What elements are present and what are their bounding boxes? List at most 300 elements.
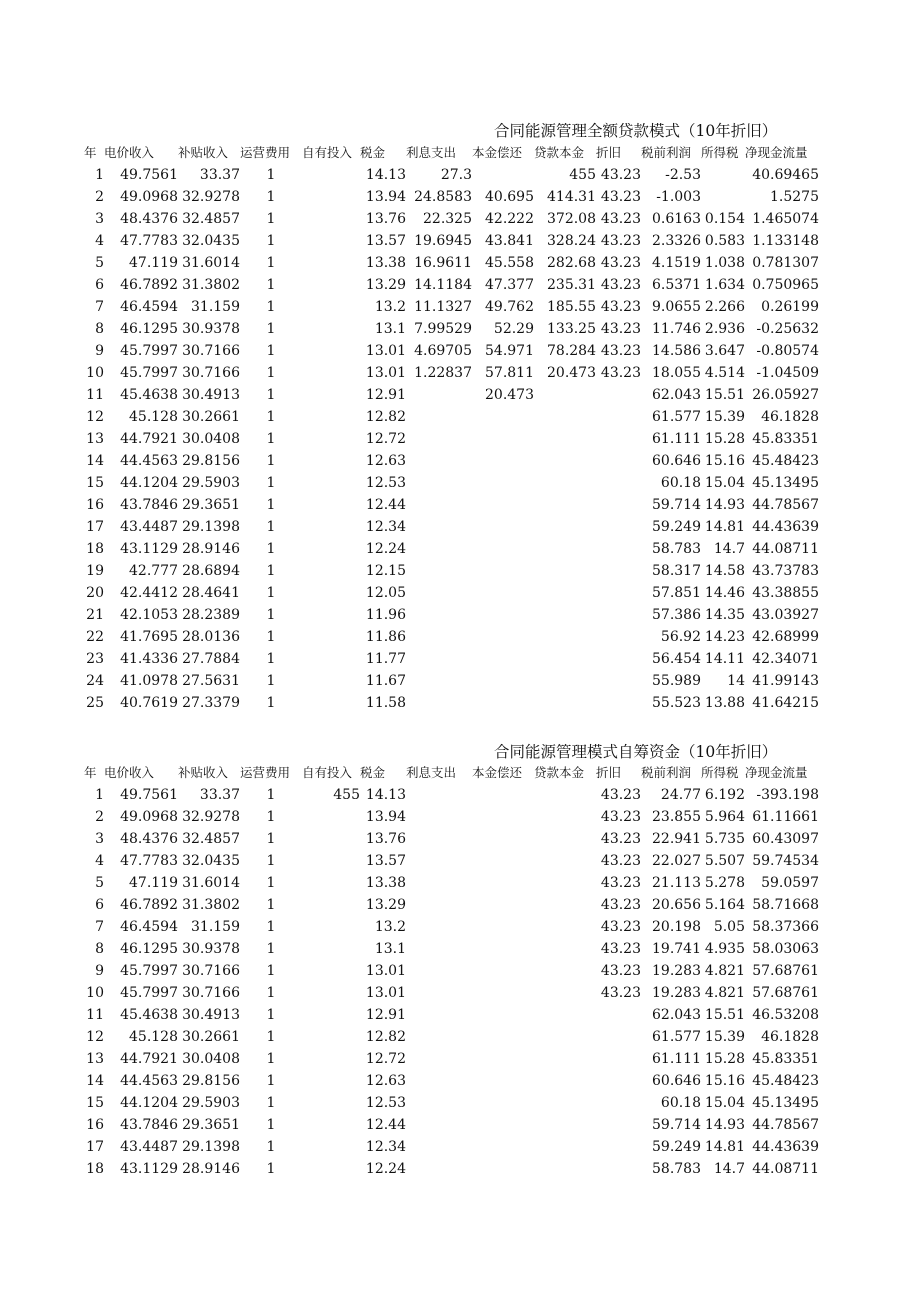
col-own-investment-cell (302, 626, 360, 648)
col-interest-cell (406, 494, 472, 516)
col-operating-cost-cell: 1 (266, 1139, 276, 1155)
col-net-cash-flow-cell: 44.43639 (752, 519, 819, 535)
col-principal-repayment-cell (472, 670, 534, 692)
col-income-tax-cell: 5.05 (713, 919, 745, 935)
col-pretax-profit-cell: 9.0655 (652, 299, 701, 315)
col-loan-principal-cell: 133.25 (547, 321, 596, 337)
col-tax-cell: 12.91 (365, 387, 406, 403)
col-loan-principal-cell (534, 916, 596, 938)
col-operating-cost-cell: 1 (266, 673, 276, 689)
col-net-cash-flow-cell: 59.0597 (761, 875, 819, 891)
col-principal-repayment-cell (472, 872, 534, 894)
col-loan-principal-cell (534, 582, 596, 604)
col-pretax-profit-cell: -1.003 (656, 189, 701, 205)
col-subsidy-revenue-cell: 30.9378 (182, 941, 240, 957)
col-principal-repayment-cell (472, 604, 534, 626)
col-net-cash-flow-cell: 57.68761 (752, 963, 819, 979)
col-tax-cell: 12.91 (365, 1007, 406, 1023)
col-net-cash-flow-cell: 45.48423 (752, 1073, 819, 1089)
col-year-cell: 5 (95, 875, 104, 891)
col-loan-principal-cell (534, 850, 596, 872)
col-tax-cell: 13.01 (365, 365, 406, 381)
col-subsidy-revenue-cell: 30.7166 (182, 963, 240, 979)
col-depreciation-cell (596, 1158, 641, 1180)
col-year-cell: 14 (86, 1073, 104, 1089)
col-principal-repayment-cell (472, 1092, 534, 1114)
col-loan-principal-cell: 78.284 (547, 343, 596, 359)
col-principal-repayment-cell (472, 1048, 534, 1070)
col-pretax-profit-cell: 21.113 (652, 875, 701, 891)
col-own-investment-cell (302, 1048, 360, 1070)
col-tax-cell: 13.01 (365, 963, 406, 979)
table-row (84, 648, 819, 670)
table-row (84, 428, 819, 450)
col-operating-cost-cell: 1 (266, 497, 276, 513)
col-subsidy-revenue-cell: 31.6014 (182, 255, 240, 271)
col-depreciation-cell (596, 1026, 641, 1048)
header-col-subsidy-revenue: 补贴收入 (178, 765, 229, 780)
col-subsidy-revenue-cell: 29.1398 (182, 1139, 240, 1155)
table-row (84, 960, 819, 982)
col-year-cell: 23 (86, 651, 104, 667)
col-pretax-profit-cell: 23.855 (652, 809, 701, 825)
col-operating-cost-cell: 1 (266, 607, 276, 623)
col-subsidy-revenue-cell: 28.4641 (182, 585, 240, 601)
col-pretax-profit-cell: -2.53 (665, 167, 701, 183)
col-principal-repayment-cell (472, 648, 534, 670)
table-row (84, 1048, 819, 1070)
table-row (84, 450, 819, 472)
col-own-investment-cell (302, 274, 360, 296)
header-col-tax: 税金 (360, 145, 386, 160)
col-own-investment-cell (302, 916, 360, 938)
col-loan-principal-cell: 185.55 (547, 299, 596, 315)
col-own-investment-cell (302, 494, 360, 516)
col-loan-principal-cell (534, 960, 596, 982)
table-row (84, 916, 819, 938)
col-tax-cell: 13.94 (365, 189, 406, 205)
col-subsidy-revenue-cell: 30.7166 (182, 343, 240, 359)
col-depreciation-cell (596, 450, 641, 472)
col-own-investment-cell (302, 872, 360, 894)
col-electricity-revenue-cell: 42.4412 (120, 585, 178, 601)
col-subsidy-revenue-cell: 32.0435 (182, 853, 240, 869)
col-own-investment-cell (302, 186, 360, 208)
col-income-tax-cell: 4.514 (704, 365, 745, 381)
col-electricity-revenue-cell: 44.7921 (120, 431, 178, 447)
col-interest-cell (406, 1026, 472, 1048)
col-income-tax-cell: 14.93 (704, 497, 745, 513)
col-own-investment-cell (302, 340, 360, 362)
col-tax-cell: 13.38 (365, 875, 406, 891)
section-2-table (84, 762, 819, 1180)
col-depreciation-cell (596, 1136, 641, 1158)
col-loan-principal-cell (534, 406, 596, 428)
col-income-tax-cell: 14.46 (704, 585, 745, 601)
col-year-cell: 18 (86, 1161, 104, 1177)
col-income-tax-cell: 14.81 (704, 519, 745, 535)
col-principal-repayment-cell (472, 450, 534, 472)
col-operating-cost-cell: 1 (266, 255, 276, 271)
table-row (84, 318, 819, 340)
col-net-cash-flow-cell: 44.08711 (752, 1161, 819, 1177)
col-net-cash-flow-cell: 61.11661 (752, 809, 819, 825)
col-electricity-revenue-cell: 45.7997 (120, 365, 178, 381)
col-tax-cell: 13.2 (374, 919, 406, 935)
col-loan-principal-cell: 372.08 (547, 211, 596, 227)
col-electricity-revenue-cell: 45.7997 (120, 343, 178, 359)
col-electricity-revenue-cell: 44.1204 (120, 475, 178, 491)
col-own-investment-cell (302, 384, 360, 406)
col-net-cash-flow-cell: 58.03063 (752, 941, 819, 957)
col-loan-principal-cell: 455 (569, 167, 596, 183)
col-interest-cell (406, 982, 472, 1004)
col-subsidy-revenue-cell: 30.2661 (182, 1029, 240, 1045)
col-net-cash-flow-cell: 43.38855 (752, 585, 819, 601)
col-operating-cost-cell: 1 (266, 1095, 276, 1111)
header-col-year: 年 (84, 145, 97, 160)
col-depreciation-cell (596, 538, 641, 560)
col-principal-repayment-cell (472, 516, 534, 538)
col-net-cash-flow-cell: 44.78567 (752, 1117, 819, 1133)
col-loan-principal-cell (534, 1114, 596, 1136)
col-depreciation-cell (596, 582, 641, 604)
header-col-operating-cost: 运营费用 (240, 765, 291, 780)
col-depreciation-cell: 43.23 (600, 963, 641, 979)
col-tax-cell: 13.57 (365, 853, 406, 869)
col-depreciation-cell (596, 560, 641, 582)
col-year-cell: 4 (95, 853, 104, 869)
col-loan-principal-cell (534, 560, 596, 582)
col-pretax-profit-cell: 59.249 (652, 1139, 701, 1155)
col-subsidy-revenue-cell: 31.159 (191, 299, 240, 315)
col-principal-repayment-cell (472, 538, 534, 560)
col-operating-cost-cell: 1 (266, 365, 276, 381)
col-interest-cell (406, 428, 472, 450)
table-row (84, 538, 819, 560)
col-depreciation-cell: 43.23 (600, 365, 641, 381)
col-own-investment-cell (302, 982, 360, 1004)
col-principal-repayment-cell (472, 1026, 534, 1048)
col-own-investment-cell (302, 516, 360, 538)
col-net-cash-flow-cell: 0.781307 (752, 255, 819, 271)
col-operating-cost-cell: 1 (266, 831, 276, 847)
col-tax-cell: 12.15 (365, 563, 406, 579)
col-tax-cell: 13.2 (374, 299, 406, 315)
col-principal-repayment-cell (472, 806, 534, 828)
table-row (84, 582, 819, 604)
col-electricity-revenue-cell: 46.4594 (120, 919, 178, 935)
col-subsidy-revenue-cell: 30.7166 (182, 985, 240, 1001)
header-col-income-tax: 所得税 (701, 145, 739, 160)
col-net-cash-flow-cell: 43.03927 (752, 607, 819, 623)
col-tax-cell: 11.86 (365, 629, 406, 645)
col-depreciation-cell (596, 692, 641, 714)
col-operating-cost-cell: 1 (266, 453, 276, 469)
header-col-electricity-revenue: 电价收入 (104, 145, 155, 160)
col-income-tax-cell: 15.51 (704, 1007, 745, 1023)
col-operating-cost-cell: 1 (266, 1007, 276, 1023)
col-interest-cell: 16.9611 (414, 255, 472, 271)
col-interest-cell (406, 806, 472, 828)
col-net-cash-flow-cell: 0.750965 (752, 277, 819, 293)
table-body (84, 164, 819, 714)
col-loan-principal-cell: 235.31 (547, 277, 596, 293)
col-interest-cell (406, 1158, 472, 1180)
col-year-cell: 17 (86, 519, 104, 535)
table-row (84, 894, 819, 916)
col-principal-repayment-cell (472, 494, 534, 516)
col-income-tax-cell: 4.821 (704, 985, 745, 1001)
col-depreciation-cell: 43.23 (600, 787, 641, 803)
col-electricity-revenue-cell: 49.0968 (120, 189, 178, 205)
table-row (84, 692, 819, 714)
col-pretax-profit-cell: 57.851 (652, 585, 701, 601)
col-pretax-profit-cell: 60.18 (660, 1095, 701, 1111)
col-principal-repayment-cell: 47.377 (485, 277, 534, 293)
table-row (84, 516, 819, 538)
table-row (84, 850, 819, 872)
col-depreciation-cell: 43.23 (600, 831, 641, 847)
col-subsidy-revenue-cell: 30.4913 (182, 387, 240, 403)
col-tax-cell: 13.76 (365, 211, 406, 227)
col-own-investment-cell (302, 472, 360, 494)
col-income-tax-cell: 15.51 (704, 387, 745, 403)
col-loan-principal-cell (534, 494, 596, 516)
col-tax-cell: 12.63 (365, 1073, 406, 1089)
col-interest-cell (406, 784, 472, 806)
col-loan-principal-cell (534, 472, 596, 494)
col-pretax-profit-cell: 61.577 (652, 409, 701, 425)
col-tax-cell: 13.29 (365, 277, 406, 293)
col-depreciation-cell (596, 1092, 641, 1114)
table-row (84, 384, 819, 406)
col-depreciation-cell (596, 626, 641, 648)
col-income-tax-cell (701, 186, 745, 208)
table-row (84, 340, 819, 362)
col-principal-repayment-cell: 45.558 (485, 255, 534, 271)
col-own-investment-cell (302, 894, 360, 916)
col-year-cell: 9 (95, 963, 104, 979)
col-loan-principal-cell (534, 806, 596, 828)
col-income-tax-cell: 15.28 (704, 1051, 745, 1067)
col-income-tax-cell: 15.28 (704, 431, 745, 447)
col-own-investment-cell (302, 560, 360, 582)
col-interest-cell (406, 692, 472, 714)
col-year-cell: 6 (95, 277, 104, 293)
table-row (84, 406, 819, 428)
col-tax-cell: 12.44 (365, 1117, 406, 1133)
col-principal-repayment-cell: 20.473 (485, 387, 534, 403)
col-electricity-revenue-cell: 44.4563 (120, 453, 178, 469)
col-tax-cell: 12.24 (365, 541, 406, 557)
col-subsidy-revenue-cell: 32.4857 (182, 211, 240, 227)
col-depreciation-cell: 43.23 (600, 233, 641, 249)
col-income-tax-cell: 4.821 (704, 963, 745, 979)
col-own-investment-cell (302, 670, 360, 692)
header-col-principal-repayment: 本金偿还 (472, 765, 523, 780)
col-income-tax-cell: 6.192 (704, 787, 745, 803)
col-loan-principal-cell (534, 872, 596, 894)
col-subsidy-revenue-cell: 32.4857 (182, 831, 240, 847)
col-electricity-revenue-cell: 45.128 (129, 409, 178, 425)
col-principal-repayment-cell: 57.811 (485, 365, 534, 381)
col-year-cell: 6 (95, 897, 104, 913)
col-tax-cell: 12.53 (365, 475, 406, 491)
header-col-pretax-profit: 税前利润 (641, 765, 692, 780)
col-subsidy-revenue-cell: 30.4913 (182, 1007, 240, 1023)
col-income-tax-cell: 14.93 (704, 1117, 745, 1133)
col-net-cash-flow-cell: -0.25632 (756, 321, 819, 337)
col-electricity-revenue-cell: 43.4487 (120, 1139, 178, 1155)
col-interest-cell: 24.8583 (414, 189, 472, 205)
col-depreciation-cell: 43.23 (600, 211, 641, 227)
col-depreciation-cell: 43.23 (600, 941, 641, 957)
col-income-tax-cell: 5.278 (704, 875, 745, 891)
col-principal-repayment-cell: 40.695 (485, 189, 534, 205)
col-principal-repayment-cell (472, 428, 534, 450)
col-loan-principal-cell: 414.31 (547, 189, 596, 205)
col-principal-repayment-cell (472, 850, 534, 872)
col-pretax-profit-cell: 60.646 (652, 453, 701, 469)
col-interest-cell (406, 938, 472, 960)
col-pretax-profit-cell: 61.111 (652, 431, 701, 447)
table-row (84, 670, 819, 692)
table-row (84, 186, 819, 208)
col-tax-cell: 13.94 (365, 809, 406, 825)
col-interest-cell (406, 1048, 472, 1070)
col-own-investment-cell (302, 938, 360, 960)
col-subsidy-revenue-cell: 32.9278 (182, 809, 240, 825)
col-own-investment-cell (302, 582, 360, 604)
table-row (84, 560, 819, 582)
col-subsidy-revenue-cell: 30.0408 (182, 1051, 240, 1067)
col-depreciation-cell: 43.23 (600, 875, 641, 891)
col-operating-cost-cell: 1 (266, 919, 276, 935)
col-operating-cost-cell: 1 (266, 809, 276, 825)
header-col-own-investment: 自有投入 (302, 145, 353, 160)
col-subsidy-revenue-cell: 28.0136 (182, 629, 240, 645)
col-subsidy-revenue-cell: 29.5903 (182, 475, 240, 491)
header-col-depreciation: 折旧 (596, 765, 622, 780)
col-pretax-profit-cell: 57.386 (652, 607, 701, 623)
col-net-cash-flow-cell: 1.465074 (752, 211, 819, 227)
col-own-investment-cell (302, 318, 360, 340)
col-loan-principal-cell (534, 1136, 596, 1158)
col-pretax-profit-cell: 60.646 (652, 1073, 701, 1089)
col-income-tax-cell: 5.507 (704, 853, 745, 869)
col-electricity-revenue-cell: 49.7561 (120, 787, 178, 803)
col-year-cell: 18 (86, 541, 104, 557)
header-row (84, 142, 819, 164)
col-pretax-profit-cell: 19.283 (652, 963, 701, 979)
table-row (84, 274, 819, 296)
col-electricity-revenue-cell: 41.0978 (120, 673, 178, 689)
col-principal-repayment-cell (472, 472, 534, 494)
col-principal-repayment-cell (472, 1070, 534, 1092)
col-net-cash-flow-cell: 44.78567 (752, 497, 819, 513)
col-year-cell: 14 (86, 453, 104, 469)
table-row (84, 1092, 819, 1114)
col-interest-cell (406, 828, 472, 850)
col-tax-cell: 13.29 (365, 897, 406, 913)
table-row (84, 1026, 819, 1048)
table-row (84, 784, 819, 806)
col-income-tax-cell: 15.16 (704, 1073, 745, 1089)
col-own-investment-cell (302, 406, 360, 428)
col-loan-principal-cell (534, 982, 596, 1004)
col-interest-cell (406, 1004, 472, 1026)
col-year-cell: 7 (95, 919, 104, 935)
col-interest-cell (406, 560, 472, 582)
col-depreciation-cell: 43.23 (600, 853, 641, 869)
col-principal-repayment-cell: 42.222 (485, 211, 534, 227)
col-interest-cell (406, 626, 472, 648)
col-principal-repayment-cell (472, 1158, 534, 1180)
col-tax-cell: 11.58 (365, 695, 406, 711)
col-electricity-revenue-cell: 42.1053 (120, 607, 178, 623)
col-net-cash-flow-cell: 45.13495 (752, 1095, 819, 1111)
col-own-investment-cell (302, 296, 360, 318)
col-loan-principal-cell (534, 428, 596, 450)
col-interest-cell: 7.99529 (414, 321, 472, 337)
col-income-tax-cell (701, 164, 745, 186)
col-depreciation-cell (596, 1114, 641, 1136)
col-depreciation-cell (596, 494, 641, 516)
col-income-tax-cell: 5.164 (704, 897, 745, 913)
col-operating-cost-cell: 1 (266, 1073, 276, 1089)
header-col-income-tax: 所得税 (701, 765, 739, 780)
col-loan-principal-cell (534, 670, 596, 692)
col-income-tax-cell: 14.7 (713, 541, 745, 557)
col-operating-cost-cell: 1 (266, 941, 276, 957)
col-pretax-profit-cell: 2.3326 (652, 233, 701, 249)
col-net-cash-flow-cell: 58.71668 (752, 897, 819, 913)
col-loan-principal-cell (534, 1070, 596, 1092)
table-row (84, 164, 819, 186)
col-tax-cell: 12.34 (365, 519, 406, 535)
col-operating-cost-cell: 1 (266, 343, 276, 359)
table-row (84, 1114, 819, 1136)
col-loan-principal-cell (534, 516, 596, 538)
col-electricity-revenue-cell: 44.4563 (120, 1073, 178, 1089)
col-loan-principal-cell (534, 1026, 596, 1048)
col-net-cash-flow-cell: -1.04509 (756, 365, 819, 381)
col-depreciation-cell: 43.23 (600, 919, 641, 935)
col-principal-repayment-cell (472, 164, 534, 186)
col-depreciation-cell (596, 1048, 641, 1070)
col-year-cell: 9 (95, 343, 104, 359)
col-subsidy-revenue-cell: 31.159 (191, 919, 240, 935)
col-net-cash-flow-cell: 57.68761 (752, 985, 819, 1001)
col-interest-cell (406, 850, 472, 872)
col-depreciation-cell (596, 428, 641, 450)
col-own-investment-cell (302, 1158, 360, 1180)
col-net-cash-flow-cell: 60.43097 (752, 831, 819, 847)
header-row (84, 762, 819, 784)
col-loan-principal-cell (534, 1004, 596, 1026)
col-income-tax-cell: 2.266 (704, 299, 745, 315)
table-row (84, 1158, 819, 1180)
col-subsidy-revenue-cell: 28.9146 (182, 541, 240, 557)
col-interest-cell: 11.1327 (414, 299, 472, 315)
header-col-operating-cost: 运营费用 (240, 145, 291, 160)
col-electricity-revenue-cell: 49.0968 (120, 809, 178, 825)
col-tax-cell: 13.57 (365, 233, 406, 249)
col-interest-cell (406, 516, 472, 538)
col-year-cell: 19 (86, 563, 104, 579)
col-interest-cell (406, 1092, 472, 1114)
